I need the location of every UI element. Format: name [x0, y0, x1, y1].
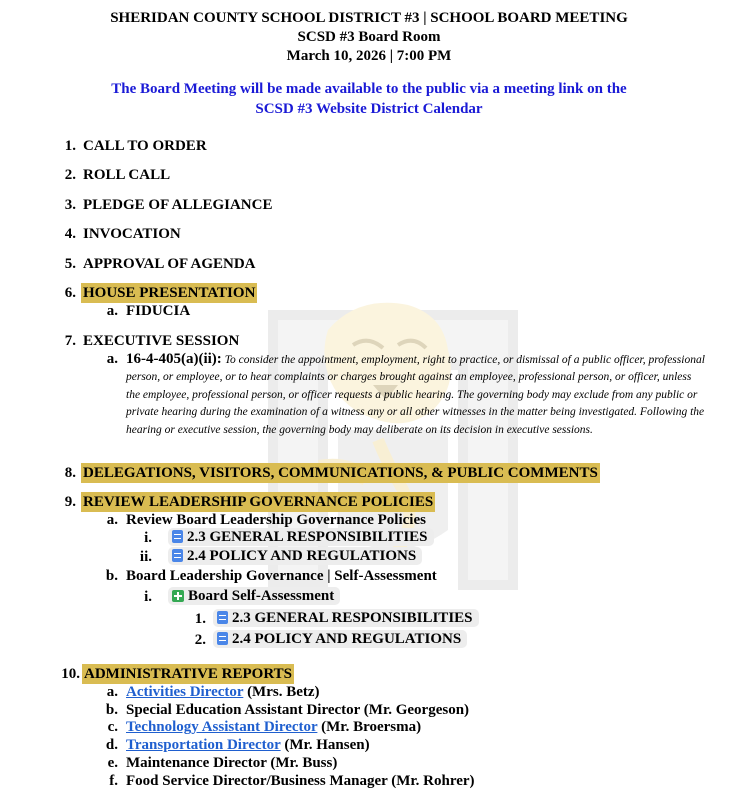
report-person: (Mr. Hansen) [280, 737, 370, 753]
sub-item-label: Board Leadership Governance | Self-Assessment [126, 568, 437, 584]
item-label: APPROVAL OF AGENDA [83, 256, 256, 272]
report-person: (Mr. Georgeson) [360, 702, 470, 718]
statute-description: To consider the appointment, employment, right to practice, or dismissal of a public officer, professional person, or employee, or to hear complaints or charges brought against an employee, professional person, or officer, unless the employee, professional person, or officer requests a public hearing. The governing body may exclude from any public or private hearing during the examination of a witness any or all other witnesses in the matter being investigated. Following the hearing or executive session, the governing body may deliberate on its decision in executive sessions. [126, 354, 705, 436]
item-number: 5. [64, 256, 76, 272]
google-doc-icon [217, 632, 228, 645]
sub-item-letter: a. [106, 512, 118, 528]
roman-numeral: i. [144, 530, 152, 546]
document-header [0, 9, 738, 66]
item-number: 4. [64, 226, 76, 242]
doc-link-chip[interactable] [213, 609, 479, 627]
transportation-director-link[interactable]: Transportation Director [126, 737, 281, 753]
google-doc-icon [172, 549, 183, 562]
activities-director-link[interactable]: Activities Director [126, 684, 244, 700]
item-label: CALL TO ORDER [83, 138, 207, 154]
sub-item-label: FIDUCIA [126, 303, 191, 319]
report-person: (Mr. Buss) [266, 755, 338, 771]
item-label: INVOCATION [83, 226, 181, 242]
doc-title: 2.3 GENERAL RESPONSIBILITIES [232, 610, 473, 626]
google-doc-icon [217, 611, 228, 624]
numeral: 2. [194, 632, 206, 648]
doc-title: 2.4 POLICY AND REGULATIONS [232, 631, 462, 647]
item-number: 8. [64, 465, 76, 481]
google-sheet-icon [172, 590, 184, 602]
sheet-title: Board Self-Assessment [188, 588, 335, 604]
sub-item-letter: e. [107, 755, 118, 771]
report-person: (Mr. Broersma) [317, 719, 422, 735]
statute-paragraph [126, 351, 706, 439]
doc-title: 2.4 POLICY AND REGULATIONS [187, 548, 417, 564]
doc-link-chip[interactable] [168, 528, 434, 546]
report-role: Food Service Director/Business Manager [126, 773, 388, 789]
item-label: EXECUTIVE SESSION [83, 333, 240, 349]
report-person: (Mr. Rohrer) [387, 773, 475, 789]
notice-line-1: The Board Meeting will be made available to the public via a meeting link on the [111, 81, 627, 97]
item-number: 9. [64, 494, 76, 510]
item-number: 6. [64, 285, 76, 301]
report-person: (Mrs. Betz) [243, 684, 320, 700]
meeting-location: SCSD #3 Board Room [297, 29, 441, 45]
item-label-highlighted: REVIEW LEADERSHIP GOVERNANCE POLICIES [83, 494, 434, 510]
sub-item-letter: c. [107, 719, 118, 735]
notice-line-2: SCSD #3 Website District Calendar [255, 101, 483, 117]
google-doc-icon [172, 530, 183, 543]
item-label-highlighted: ADMINISTRATIVE REPORTS [84, 666, 292, 682]
item-number: 7. [64, 333, 76, 349]
doc-link-chip[interactable] [213, 630, 467, 648]
roman-numeral: i. [144, 589, 152, 605]
sub-item-letter: a. [106, 351, 118, 367]
sub-item-letter: d. [105, 737, 118, 753]
report-role: Special Education Assistant Director [126, 702, 361, 718]
sub-item-letter: b. [105, 702, 118, 718]
report-role: Maintenance Director [126, 755, 267, 771]
roman-numeral: ii. [139, 549, 152, 565]
sub-item-letter: f. [109, 773, 118, 789]
sheet-link-chip[interactable] [168, 587, 340, 605]
item-label: ROLL CALL [83, 167, 171, 183]
item-number: 10. [61, 666, 80, 682]
sub-item-letter: a. [106, 684, 118, 700]
meeting-title: SHERIDAN COUNTY SCHOOL DISTRICT #3 | SCHOOL BOARD MEETING [110, 10, 628, 26]
doc-link-chip[interactable] [168, 547, 422, 565]
numeral: 1. [194, 611, 206, 627]
doc-title: 2.3 GENERAL RESPONSIBILITIES [187, 529, 428, 545]
sub-item-letter: b. [105, 568, 118, 584]
item-label: PLEDGE OF ALLEGIANCE [83, 197, 273, 213]
technology-director-link[interactable]: Technology Assistant Director [126, 719, 318, 735]
public-access-notice [0, 79, 738, 119]
item-number: 1. [64, 138, 76, 154]
sub-item-label: Review Board Leadership Governance Policies [126, 512, 426, 528]
item-number: 2. [64, 167, 76, 183]
item-label-highlighted: DELEGATIONS, VISITORS, COMMUNICATIONS, & PUBLIC COMMENTS [83, 465, 598, 481]
statute-code: 16-4-405(a)(ii): [126, 351, 222, 367]
meeting-datetime: March 10, 2026 | 7:00 PM [286, 48, 452, 64]
item-number: 3. [64, 197, 76, 213]
item-label-highlighted: HOUSE PRESENTATION [83, 285, 256, 301]
sub-item-letter: a. [106, 303, 118, 319]
